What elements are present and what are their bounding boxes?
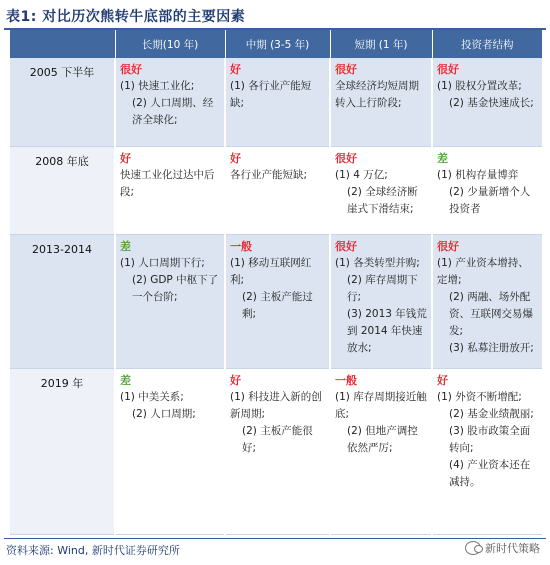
- header-investor-structure: 投资者结构: [432, 30, 542, 58]
- header-long-term: 长期(10 年): [115, 30, 225, 58]
- cell-line: 快速工业化过达中后段;: [120, 168, 215, 198]
- footer-rule: [4, 538, 546, 539]
- cell-line: (2) 全球经济断崖式下滑结束;: [347, 185, 418, 215]
- cell-line: (1) 各类转型并购;: [335, 256, 420, 269]
- cell-line: (1) 股权分置改革;: [437, 80, 522, 92]
- cell-line: (3) 2013 年钱荒到 2014 年快速放水;: [347, 307, 427, 354]
- cell-line: (1) 中美关系;: [120, 390, 184, 403]
- rating-label: 差: [120, 239, 131, 253]
- cell-line: (2) 基金快速成长;: [449, 97, 534, 109]
- cell-mid-term: [225, 58, 330, 146]
- cell-line: (2) 但地产调控依然严厉;: [347, 424, 418, 454]
- rating-label: 很好: [335, 151, 357, 165]
- cell-investor-structure: [432, 146, 542, 234]
- cell-line: (3) 私募注册放开;: [449, 341, 534, 354]
- brand-logo: [465, 540, 540, 556]
- table-row: [10, 368, 542, 534]
- cell-line: (3) 股市政策全面转向;: [449, 424, 531, 454]
- cell-line: (1) 移动互联网红利;: [230, 256, 312, 286]
- table-body: [10, 58, 542, 534]
- rating-label: 差: [120, 373, 131, 387]
- cell-line: (1) 4 万亿;: [335, 168, 388, 181]
- rating-label: 很好: [335, 239, 357, 253]
- cell-short-term: [330, 234, 432, 368]
- cell-line: (1) 人口周期下行;: [120, 256, 205, 269]
- cell-line: (1) 各行业产能短缺;: [230, 80, 312, 109]
- cell-line: (2) 库存周期下行;: [347, 273, 418, 303]
- cell-investor-structure: [432, 368, 542, 534]
- rating-label: 很好: [437, 63, 459, 76]
- rating-label: 很好: [120, 63, 142, 76]
- cell-line: (4) 产业资本还在减持。: [449, 458, 531, 488]
- source-note: 资料来源: Wind, 新时代证券研究所: [6, 544, 180, 557]
- table-row: [10, 146, 542, 234]
- cell-long-term: [115, 234, 225, 368]
- cell-line: (1) 机构存量博弈: [437, 168, 519, 181]
- cell-line: (2) 主板产能过剩;: [242, 290, 313, 320]
- rating-label: 好: [230, 373, 241, 387]
- table-row: [10, 234, 542, 368]
- cell-mid-term: [225, 368, 330, 534]
- rating-label: 很好: [335, 63, 357, 76]
- rating-label: 好: [437, 373, 448, 387]
- cell-line: 全球经济均短周期转入上行阶段;: [335, 80, 419, 109]
- rating-label: 很好: [437, 239, 459, 253]
- cell-investor-structure: [432, 58, 542, 146]
- cell-line: (1) 外资不断增配;: [437, 390, 522, 403]
- cell-line: (2) 两融、场外配资、互联网交易爆发;: [449, 290, 533, 337]
- header-period: [10, 30, 115, 58]
- cell-mid-term: [225, 146, 330, 234]
- cell-line: (2) GDP 中枢下了一个台阶;: [132, 273, 219, 303]
- cell-short-term: [330, 146, 432, 234]
- rating-label: 好: [120, 151, 131, 165]
- period-cell: 2005 下半年: [10, 58, 115, 146]
- cell-line: (1) 产业资本增持、定增;: [437, 256, 529, 286]
- rating-label: 好: [230, 151, 241, 165]
- cell-line: (2) 主板产能很好;: [242, 424, 313, 454]
- cell-line: (1) 快速工业化;: [120, 80, 195, 92]
- cell-line: (1) 库存周期接近触底;: [335, 390, 427, 420]
- period-cell: 2013-2014: [10, 234, 115, 368]
- cell-short-term: [330, 58, 432, 146]
- table-row: [10, 58, 542, 146]
- table-title: 表1: 对比历次熊转牛底部的主要因素: [6, 9, 246, 25]
- cell-long-term: [115, 368, 225, 534]
- cell-line: (2) 人口周期;: [132, 407, 196, 420]
- cell-line: (2) 人口周期、经济全球化;: [132, 97, 214, 126]
- cell-long-term: [115, 146, 225, 234]
- rating-label: 一般: [335, 373, 357, 387]
- wechat-icon: [465, 541, 481, 555]
- rating-label: 差: [437, 151, 448, 165]
- brand-name: 新时代策略: [485, 542, 540, 555]
- comparison-table: [10, 30, 542, 535]
- header-mid-term: 中期 (3-5 年): [225, 30, 330, 58]
- cell-long-term: [115, 58, 225, 146]
- rating-label: 好: [230, 63, 241, 76]
- period-cell: 2019 年: [10, 368, 115, 534]
- cell-short-term: [330, 368, 432, 534]
- cell-line: (2) 少量新增个人投资者: [449, 185, 531, 215]
- period-cell: 2008 年底: [10, 146, 115, 234]
- cell-line: (1) 科技进入新的创新周期;: [230, 390, 322, 420]
- rating-label: 一般: [230, 239, 252, 253]
- cell-investor-structure: [432, 234, 542, 368]
- cell-line: 各行业产能短缺;: [230, 168, 308, 181]
- cell-line: (2) 基金业绩靓丽;: [449, 407, 534, 420]
- header-short-term: 短期 (1 年): [330, 30, 432, 58]
- cell-mid-term: [225, 234, 330, 368]
- header-row: [10, 30, 542, 58]
